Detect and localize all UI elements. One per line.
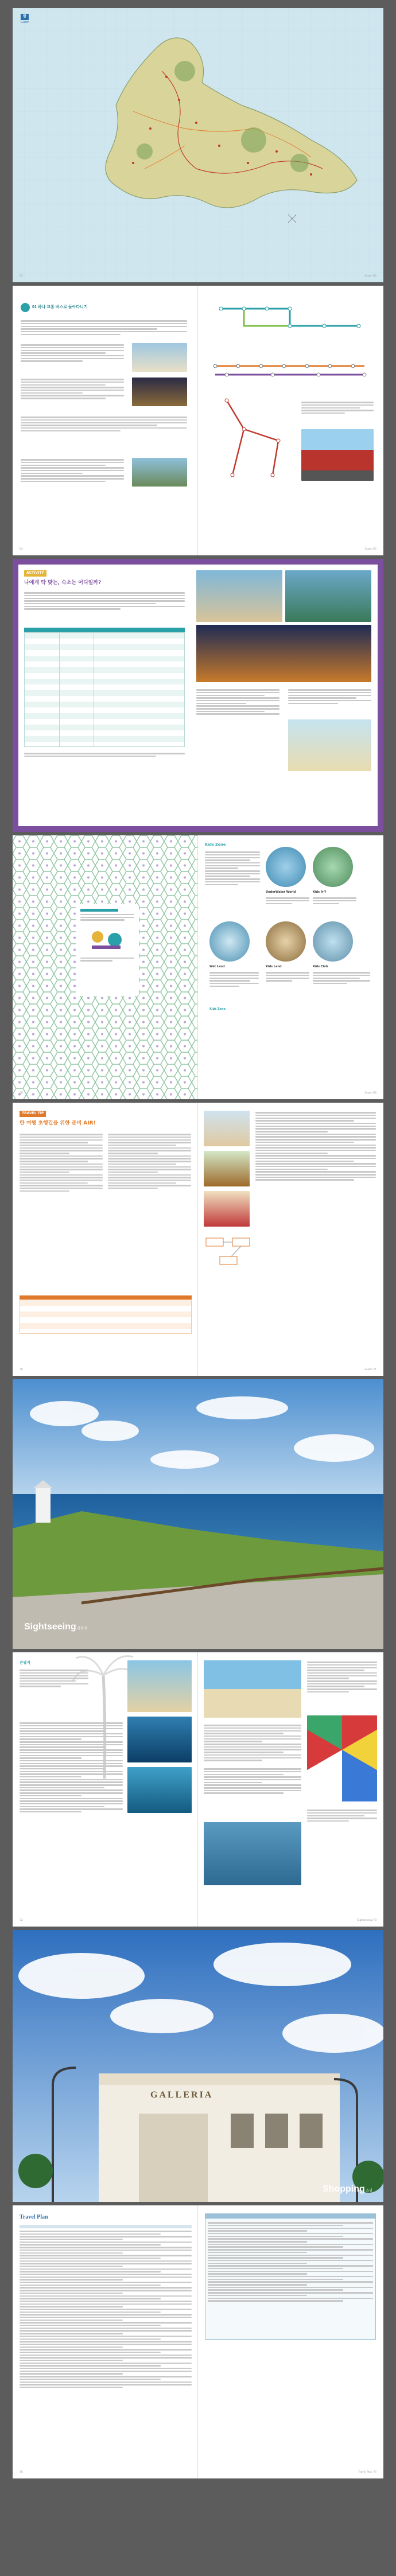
folio-right <box>358 2471 376 2475</box>
photo-diver <box>127 1717 192 1762</box>
circle-photo-3 <box>209 921 250 962</box>
folio-right <box>357 1919 376 1923</box>
cliff-photo <box>13 1379 383 1649</box>
corner-tag-sub: Guam <box>21 20 29 24</box>
folio-left: 68 <box>20 1092 23 1095</box>
circle-photo-5 <box>313 921 353 962</box>
tip-table-header <box>20 1295 192 1299</box>
header-label-wrap <box>20 1111 46 1117</box>
photo-jetski <box>204 1822 301 1885</box>
footnote-text <box>24 752 185 758</box>
spread-travel-tip <box>13 1103 383 1376</box>
corner-tag <box>21 14 29 25</box>
folio-left: 72 <box>20 1919 23 1923</box>
circle-text-3 <box>209 971 259 988</box>
circle-label-4: Kids Land <box>266 965 282 968</box>
running-foot: Guam <box>364 1368 372 1372</box>
table-header <box>24 628 185 632</box>
folio-right-number: 69 <box>373 1092 376 1095</box>
column-text-3 <box>21 415 187 433</box>
folio-right <box>364 1368 376 1372</box>
plan-list-header <box>20 2225 192 2228</box>
circle-label-2: Kids 놀이 <box>313 890 327 894</box>
header-label: ACTIVITY <box>24 570 46 577</box>
photo-hotel <box>132 458 187 487</box>
running-foot: Guam <box>364 1092 372 1095</box>
folio-right-number: 77 <box>373 2471 376 2474</box>
kids-illustration <box>80 925 132 954</box>
folio-left: 64 <box>20 548 23 551</box>
map-panel <box>13 8 383 282</box>
caption-main: Sightseeing <box>24 1622 76 1632</box>
corner-tag-main: 괌 <box>21 14 29 20</box>
photo-airport-1 <box>204 1111 250 1146</box>
circle-photo-2 <box>313 847 353 887</box>
spread-map <box>13 8 383 282</box>
spread-bus <box>13 286 383 555</box>
plan-box-header <box>205 2214 375 2219</box>
route-diagram-1 <box>209 297 370 337</box>
folio-right <box>364 275 376 279</box>
kids-left-page <box>13 835 198 1099</box>
circle-label-5: Kids Club <box>313 965 328 968</box>
plan-list <box>20 2225 192 2390</box>
photo-caption <box>323 2182 372 2196</box>
circle-text-2 <box>313 896 356 905</box>
spread-travel-plan <box>13 2205 383 2478</box>
circle-label-3: Wet Land <box>209 965 225 968</box>
sight-right-page <box>198 1652 383 1927</box>
right-text-a <box>196 688 279 716</box>
caption-sub: 쇼핑 <box>366 2189 372 2193</box>
section-label: 관광지 <box>20 1660 30 1665</box>
sight-right-text-4 <box>307 1808 377 1823</box>
intro-text <box>24 591 185 611</box>
circle-text-4 <box>266 971 309 983</box>
sight-right-text-2 <box>204 1723 301 1762</box>
folio-left: 76 <box>20 2471 23 2474</box>
route-diagram-3 <box>209 395 296 481</box>
title: 한 여행 초행길을 위한 준비 AIR! <box>20 1120 96 1126</box>
column-text-4 <box>21 458 124 483</box>
folio-left: 62 <box>20 275 23 278</box>
spread-kids <box>13 835 383 1099</box>
photo-red-bus <box>301 429 374 481</box>
bus-right-page <box>198 286 383 555</box>
sight-right-text-3 <box>204 1767 301 1795</box>
spread-accommodation <box>13 559 383 832</box>
bus-left-page <box>13 286 198 555</box>
column-text-2 <box>21 378 124 400</box>
circle-text-1 <box>266 896 309 905</box>
tip-text-1 <box>20 1133 103 1193</box>
photo-pool <box>285 570 371 622</box>
kids-right-page <box>198 835 383 1099</box>
photo-beach-couple <box>127 1660 192 1712</box>
sight-left-page <box>13 1652 198 1927</box>
section-title: 01 하나 교통 버스로 돌아다니기 <box>32 305 88 309</box>
photo-resort-night <box>196 625 371 682</box>
photo-airport-3 <box>204 1191 250 1227</box>
folio-right-number: 65 <box>373 548 376 551</box>
photo-beach-loungers <box>204 1660 301 1718</box>
folio-left: 70 <box>20 1368 23 1372</box>
plan-left-page <box>13 2205 198 2478</box>
heading-marker <box>21 303 30 312</box>
photo-bus-stop <box>132 343 187 372</box>
photo-parasail <box>307 1715 377 1801</box>
running-foot: Travel Plan <box>358 2471 372 2474</box>
callout-heading <box>80 909 118 912</box>
spread-sightseeing-photo <box>13 1379 383 1649</box>
caption-sub: 관광지 <box>77 1626 87 1631</box>
right-text-b <box>288 688 371 705</box>
galleria-photo <box>13 1930 383 2202</box>
circle-label-1: UnderWater World <box>266 890 296 894</box>
caption-main: Shopping <box>323 2184 365 2194</box>
tip-text-2 <box>108 1133 191 1190</box>
intro-text <box>21 319 187 336</box>
folio-right <box>364 824 376 828</box>
running-foot: Guam <box>364 548 372 551</box>
photo-cabana <box>196 570 282 622</box>
folio-left: 66 <box>20 824 23 828</box>
plan-title: Travel Plan <box>20 2214 48 2220</box>
tip-right-text <box>255 1111 376 1182</box>
tip-flow-diagram <box>204 1235 255 1269</box>
route-diagram-2 <box>209 349 370 383</box>
title: 나에게 딱 맞는, 숙소는 어디일까? <box>24 580 102 586</box>
photo-sun-lounger <box>288 719 371 771</box>
circle-text-5 <box>313 971 370 986</box>
photo-night-street <box>132 378 187 406</box>
folio-right <box>364 548 376 552</box>
header-label-wrap <box>24 570 46 577</box>
circle-photo-1 <box>266 847 306 887</box>
table-body <box>24 632 185 747</box>
tip-table-body <box>20 1299 192 1334</box>
sight-intro <box>20 1668 88 1688</box>
running-foot: Guam <box>364 824 372 828</box>
kids-callout <box>76 904 139 996</box>
folio-right-number: 67 <box>373 824 376 828</box>
circle-photo-4 <box>266 921 306 962</box>
sight-text-1 <box>20 1721 123 1814</box>
spread-shopping-photo <box>13 1930 383 2202</box>
circle-label-0: Kids Zone <box>209 1007 226 1011</box>
tip-left-page <box>13 1103 198 1376</box>
spread-sightseeing <box>13 1652 383 1927</box>
bus-info-text <box>301 400 374 415</box>
photo-underwater <box>127 1767 192 1813</box>
sight-right-text-1 <box>307 1660 377 1694</box>
hotel-table <box>24 628 185 747</box>
photo-airport-2 <box>204 1151 250 1186</box>
plan-box <box>205 2213 376 2340</box>
inner-card <box>18 565 378 826</box>
column-text-1 <box>21 343 124 363</box>
folio-right <box>364 1092 376 1096</box>
folio-right-number: 63 <box>373 275 376 278</box>
header-label: TRAVEL TIP <box>20 1111 46 1117</box>
island-map <box>13 8 383 282</box>
section-heading <box>21 303 187 312</box>
plan-box-body <box>205 2219 375 2305</box>
folio-right-number: 73 <box>373 1919 376 1923</box>
running-foot: Guam <box>364 275 372 278</box>
photo-caption <box>24 1620 87 1633</box>
section-label: Kids Zone <box>205 842 226 847</box>
tip-table <box>20 1295 192 1334</box>
kids-intro-text <box>205 850 260 886</box>
running-foot: Sightseeing <box>357 1919 372 1923</box>
tip-right-page <box>198 1103 383 1376</box>
plan-right-page <box>198 2205 383 2478</box>
folio-right-number: 71 <box>373 1368 376 1372</box>
store-sign: GALLERIA <box>150 2090 213 2100</box>
